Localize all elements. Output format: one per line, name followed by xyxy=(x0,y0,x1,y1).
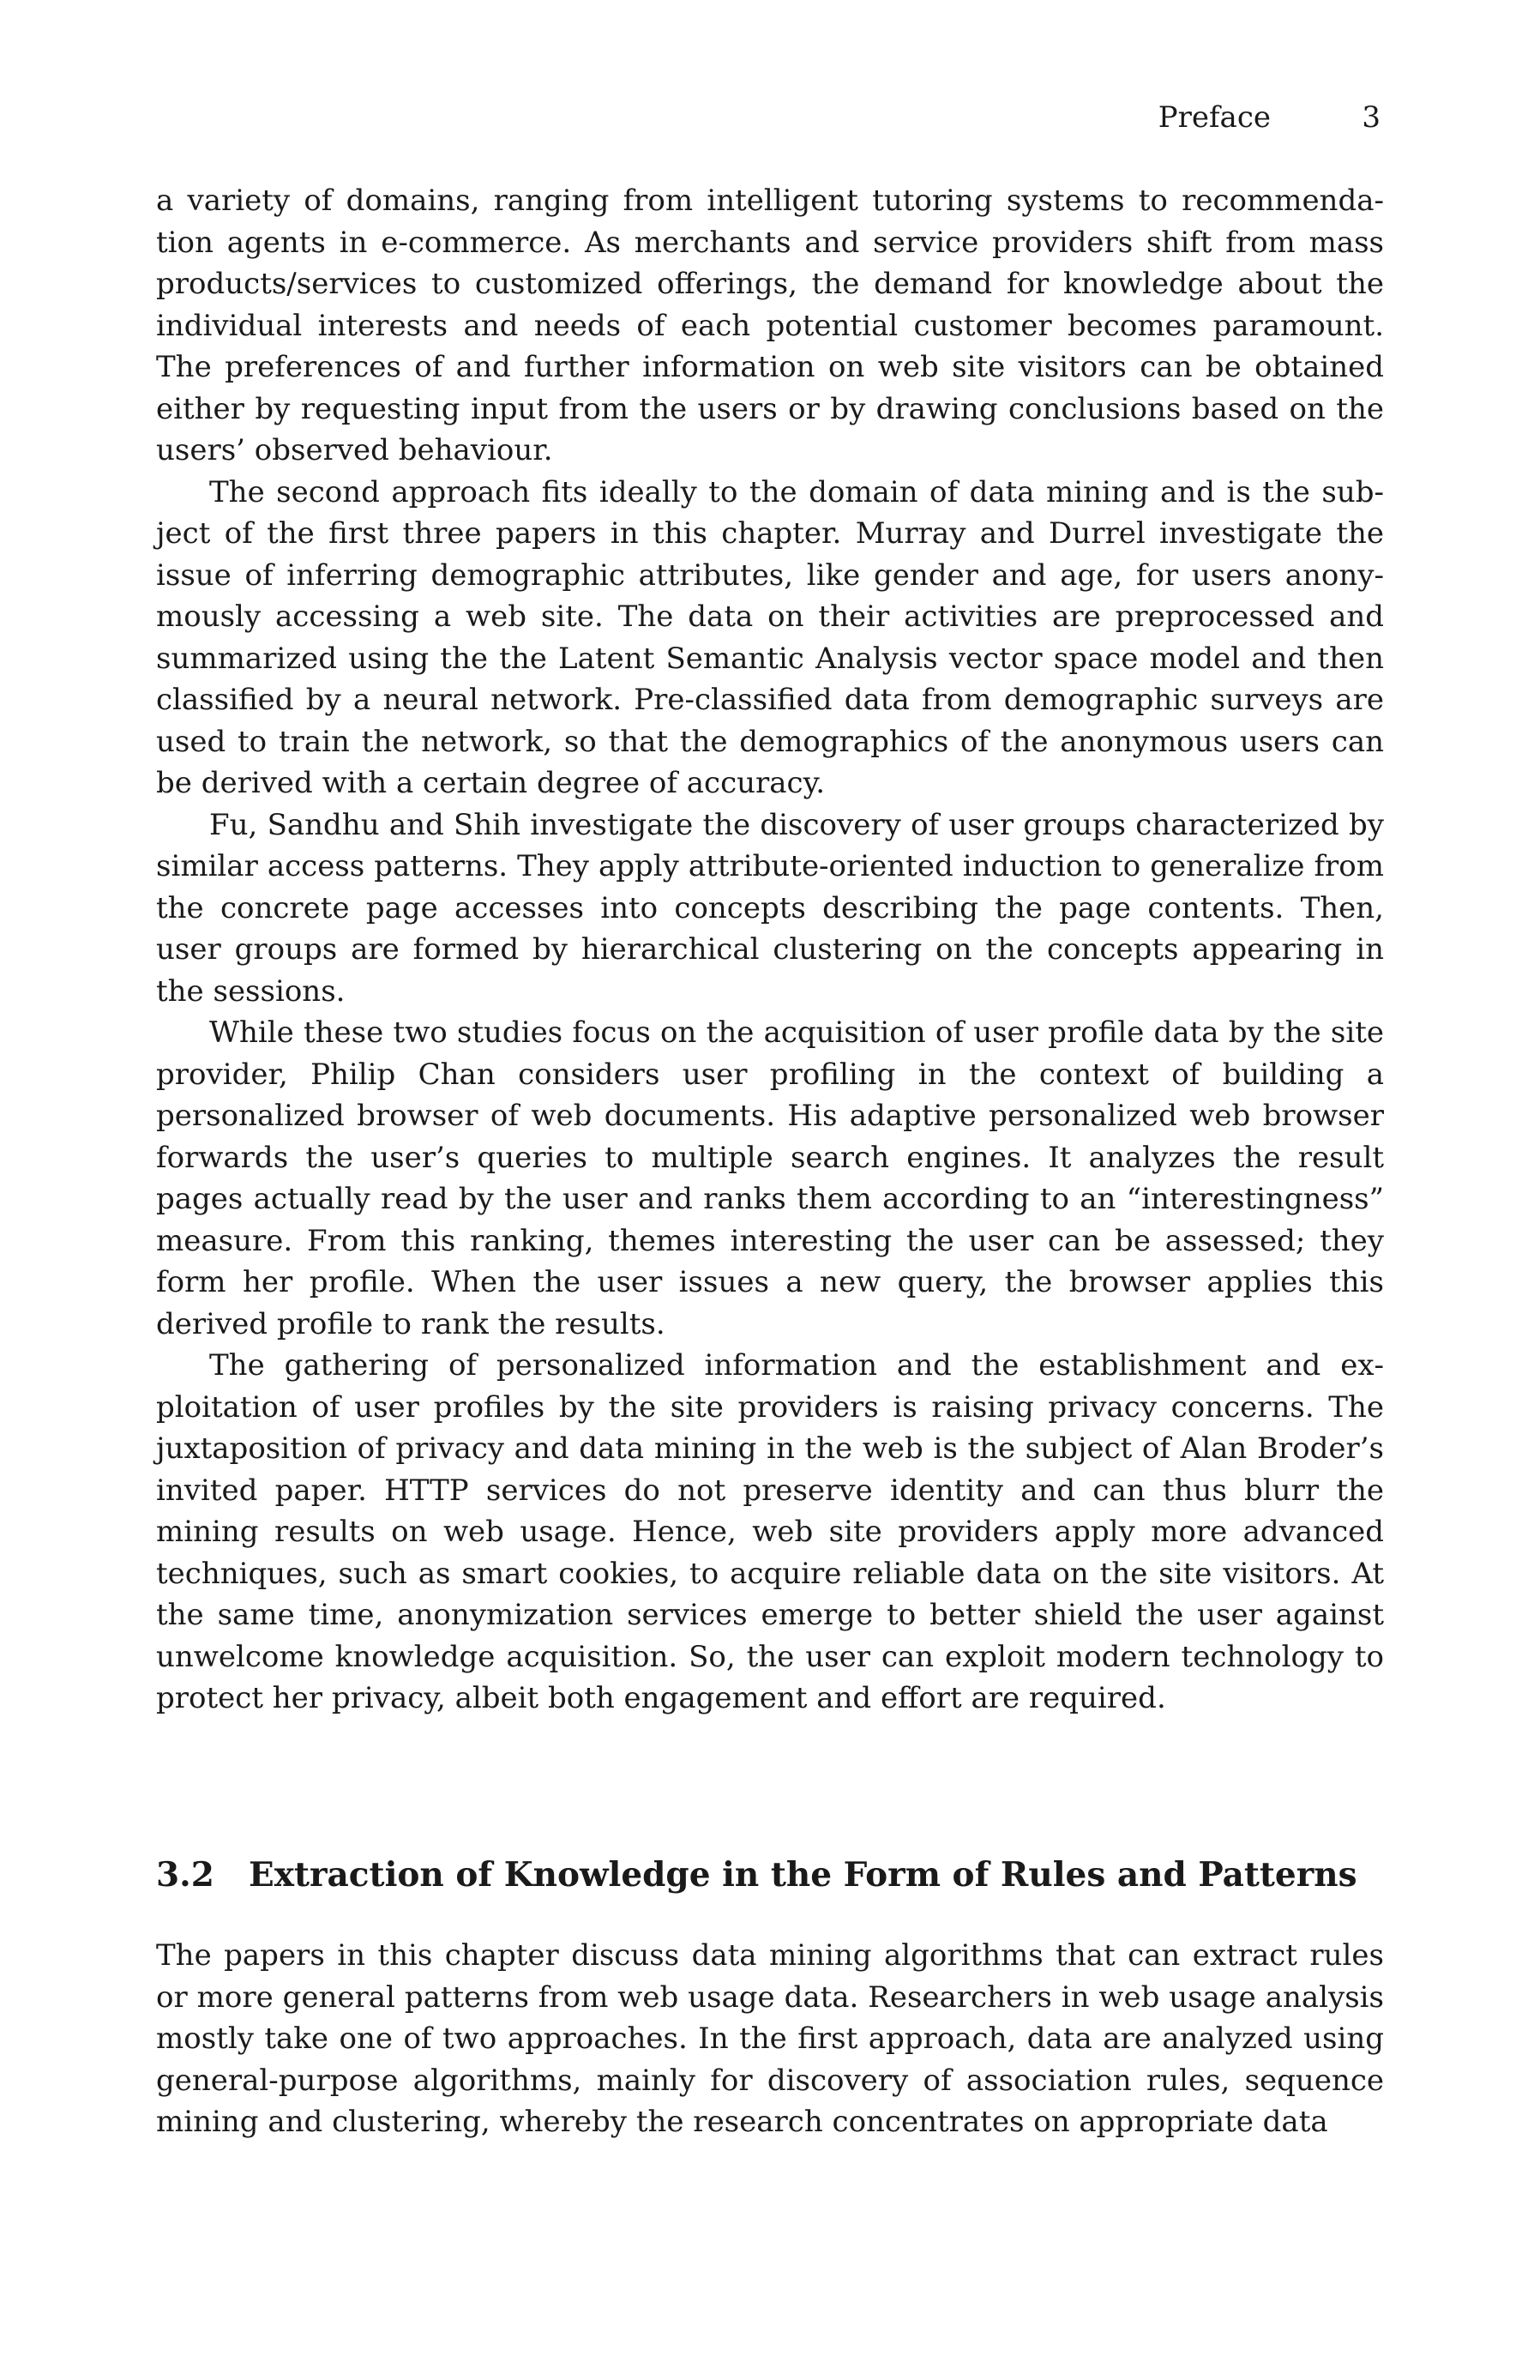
page-number: 3 xyxy=(1362,100,1381,135)
section-heading xyxy=(156,1851,1384,1899)
section-body xyxy=(156,1935,1384,2143)
paragraph-philip-chan: While these two studies focus on the acquisition of user profile data by the site provider, Philip Chan considers user profiling in the context of building a personalized browser of web documents. His adaptive personalized web browser forwards the user’s queries to multiple search engines. It analyzes the result pages actually read by the user and ranks them according to an “interestingness” measure. From this ranking, themes interesting the user can be assessed; they form her profile. When the user issues a new query, the browser applies this derived profile to rank the results. xyxy=(156,1015,1384,1341)
paragraph-second-approach: The second approach fits ideally to the domain of data mining and is the subject of the first three papers in this chapter. Murray and Durrel investigate the issue of inferring demographic attributes, like gender and age, for users anonymously accessing a web site. The data on their activities are preprocessed and summarized using the the Latent Semantic Analysis vector space model and then classified by a neural network. Pre-classified data from demographic surveys are used to train the network, so that the demographics of the anonymous users can be derived with a certain degree of accuracy. xyxy=(156,474,1384,800)
paragraph-fu-sandhu-shih: Fu, Sandhu and Shih investigate the discovery of user groups characterized by similar access patterns. They apply attribute-oriented induction to generalize from the concrete page accesses into concepts describing the page contents. Then, user groups are formed by hierarchical clustering on the concepts appearing in the sessions. xyxy=(156,807,1384,1009)
body-text xyxy=(156,180,1384,1720)
paragraph-privacy: The gathering of personalized information and the establishment and exploitation of user profiles by the site providers is raising privacy concerns. The juxtaposition of privacy and data mining in the web is the subject of Alan Broder’s invited paper. HTTP services do not preserve identity and can thus blurr the mining results on web usage. Hence, web site providers apply more advanced techniques, such as smart cookies, to acquire reliable data on the site visitors. At the same time, anonymization services emerge to better shield the user against unwelcome knowledge acquisition. So, the user can exploit modern technology to protect her privacy, albeit both engagement and effort are required. xyxy=(156,1348,1384,1715)
section-number: 3.2 xyxy=(156,1855,214,1895)
running-head-title: Preface xyxy=(1158,100,1271,135)
running-head xyxy=(156,96,1384,139)
paragraph-continuation: a variety of domains, ranging from intelligent tutoring systems to recommendation agents in e-commerce. As merchants and service providers shift from mass products/services to customized offerings, the demand for knowledge about the individual interests and needs of each potential customer becomes paramount. The preferences of and further information on web site visitors can be obtained either by requesting input from the users or by drawing conclusions based on the users’ observed behaviour. xyxy=(156,184,1384,467)
section-paragraph: The papers in this chapter discuss data mining algorithms that can extract rules or more general patterns from web usage data. Researchers in web usage analysis mostly take one of two approaches. In the first approach, data are analyzed using general-purpose algorithms, mainly for discovery of association rules, sequence mining and clustering, whereby the research concentrates on appropriate data xyxy=(156,1938,1384,2139)
section-title: Extraction of Knowledge in the Form of Rules and Patterns xyxy=(249,1855,1357,1895)
